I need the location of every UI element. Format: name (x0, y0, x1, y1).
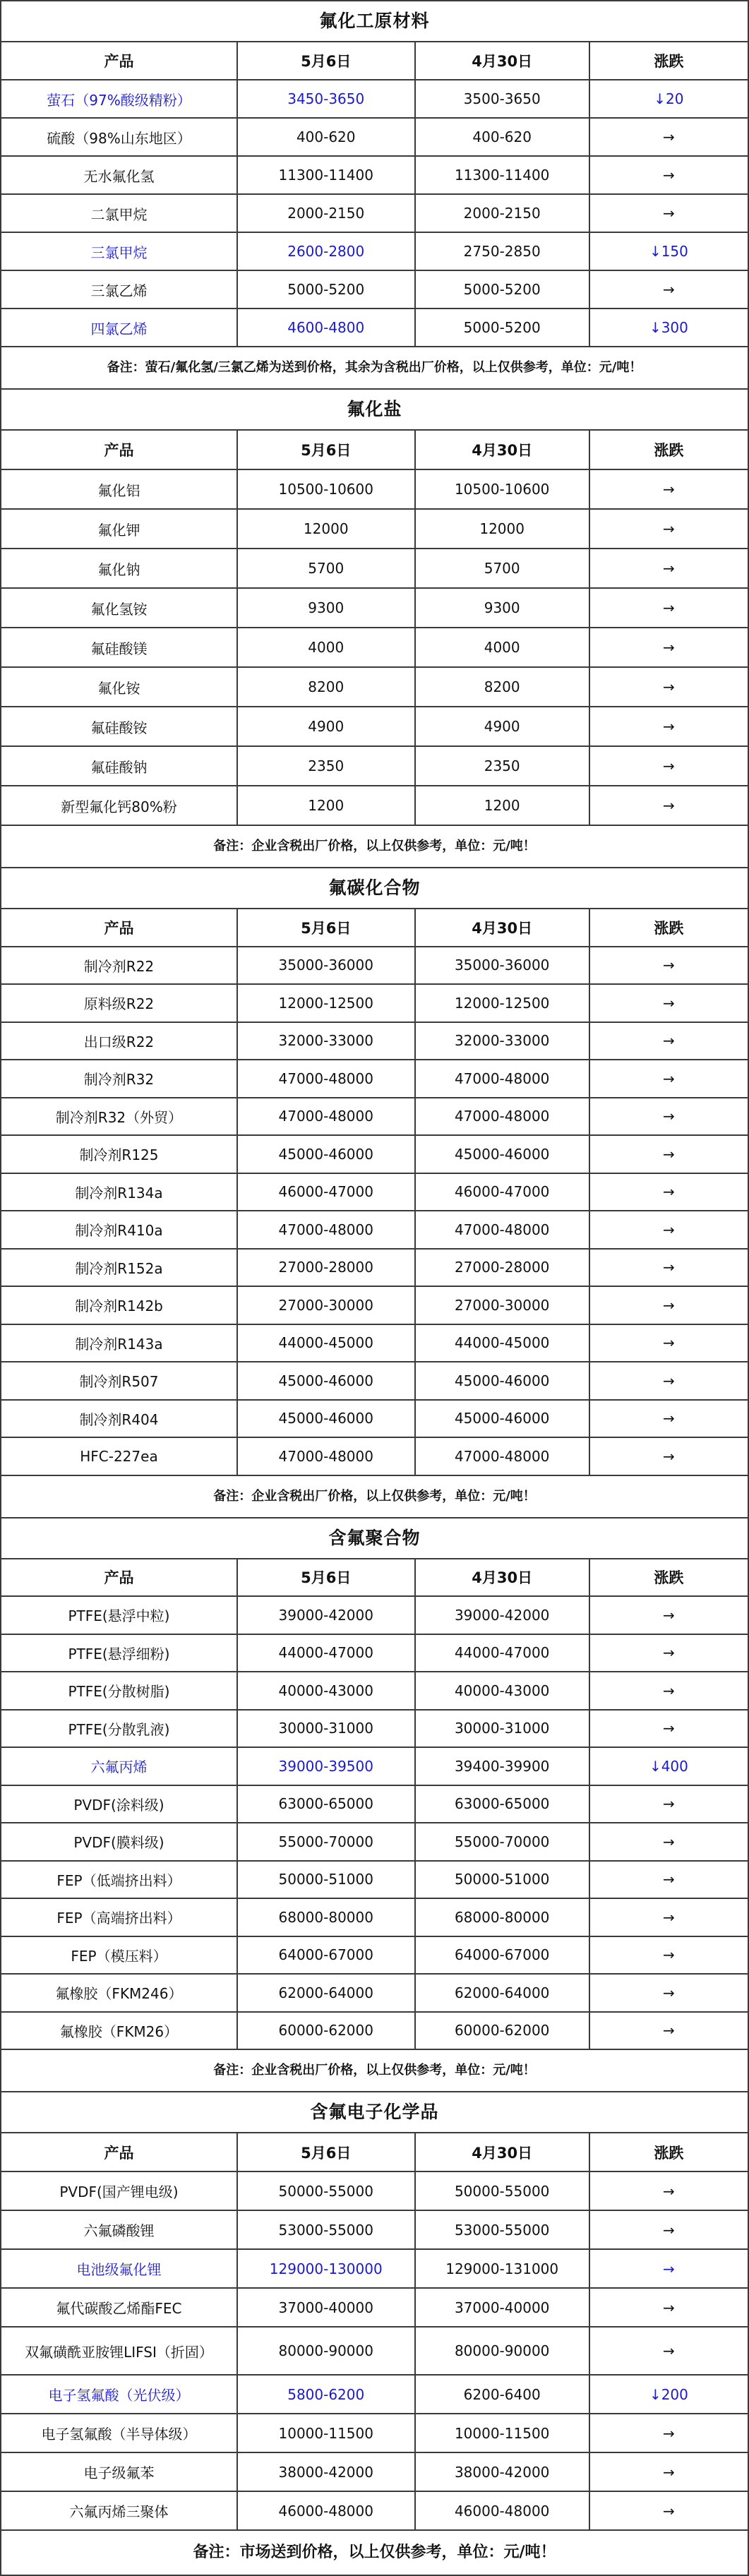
product-name: 制冷剂R142b (75, 1298, 163, 1315)
product-name: FEP（低端挤出料） (56, 1871, 181, 1889)
table-row (1, 668, 748, 707)
table-row (1, 985, 748, 1023)
product-name: 原料级R22 (83, 995, 155, 1013)
product-name: PVDF(国产锂电级) (59, 2183, 179, 2200)
table-row (1, 1711, 748, 1749)
price-may-6: 45000-46000 (236, 1362, 414, 1399)
flat-arrow-icon: → (589, 947, 748, 984)
section-note: 备注：企业含税出厂价格，以上仅供参考，单位：元/吨！ (1, 2050, 748, 2092)
price-apr-30: 50000-55000 (414, 2172, 589, 2210)
price-apr-30: 55000-70000 (414, 1823, 589, 1860)
section-note: 备注：企业含税出厂价格，以上仅供参考，单位：元/吨！ (1, 1476, 748, 1518)
price-may-6: 12000-12500 (236, 985, 414, 1022)
flat-arrow-icon: → (589, 2328, 748, 2374)
section-title: 氟化工原材料 (1, 1, 748, 42)
price-apr-30: 47000-48000 (414, 1098, 589, 1135)
table-row (1, 2414, 748, 2453)
price-may-6: 2600-2800 (236, 233, 414, 270)
flat-arrow-icon: → (589, 1438, 748, 1475)
price-apr-30: 9300 (414, 589, 589, 627)
price-apr-30: 46000-47000 (414, 1174, 589, 1211)
product-name: 电子级氟苯 (83, 2464, 155, 2481)
flat-arrow-icon: → (589, 1098, 748, 1135)
product-name: 氟化钠 (97, 561, 140, 578)
price-may-6: 32000-33000 (236, 1023, 414, 1060)
date1-header: 5月6日 (236, 42, 414, 79)
table-header-row (1, 2133, 748, 2172)
table-row (1, 2013, 748, 2051)
section-note: 备注：市场送到价格，以上仅供参考，单位：元/吨！ (1, 2531, 748, 2576)
table-row (1, 2289, 748, 2328)
price-may-6: 3450-3650 (236, 80, 414, 117)
product-name: 萤石（97%酸级精粉） (47, 91, 191, 109)
price-apr-30: 27000-30000 (414, 1287, 589, 1324)
flat-arrow-icon: → (589, 271, 748, 308)
section-3 (1, 1518, 748, 2093)
table-row (1, 2250, 748, 2289)
table-row (1, 1823, 748, 1862)
flat-arrow-icon: → (589, 195, 748, 232)
price-may-6: 50000-51000 (236, 1862, 414, 1898)
price-may-6: 2350 (236, 747, 414, 785)
flat-arrow-icon: → (589, 2211, 748, 2248)
flat-arrow-icon: → (589, 985, 748, 1022)
price-apr-30: 64000-67000 (414, 1937, 589, 1974)
flat-arrow-icon: → (589, 1786, 748, 1823)
price-apr-30: 38000-42000 (414, 2453, 589, 2491)
price-apr-30: 1200 (414, 786, 589, 825)
table-row (1, 549, 748, 589)
price-may-6: 68000-80000 (236, 1899, 414, 1936)
product-name: 硫酸（98%山东地区） (47, 129, 191, 147)
flat-arrow-icon: → (589, 1672, 748, 1709)
price-may-6: 5800-6200 (236, 2376, 414, 2413)
price-apr-30: 30000-31000 (414, 1711, 589, 1747)
table-row (1, 2492, 748, 2531)
flat-arrow-icon: → (589, 2492, 748, 2529)
section-note: 备注：萤石/氟化氢/三氯乙烯为送到价格，其余为含税出厂价格，以上仅供参考，单位：元/吨！ (1, 347, 748, 390)
date1-header: 5月6日 (236, 909, 414, 946)
price-may-6: 400-620 (236, 119, 414, 155)
section-title: 含氟聚合物 (1, 1518, 748, 1559)
product-name: 制冷剂R32 (83, 1071, 155, 1089)
price-apr-30: 129000-131000 (414, 2250, 589, 2287)
flat-arrow-icon: → (589, 1597, 748, 1634)
price-may-6: 64000-67000 (236, 1937, 414, 1974)
price-apr-30: 68000-80000 (414, 1899, 589, 1936)
price-may-6: 80000-90000 (236, 2328, 414, 2374)
section-note: 备注：企业含税出厂价格，以上仅供参考，单位：元/吨！ (1, 826, 748, 868)
flat-arrow-icon: → (589, 1211, 748, 1248)
product-header: 产品 (104, 919, 134, 937)
price-apr-30: 44000-47000 (414, 1635, 589, 1672)
table-row (1, 2376, 748, 2414)
product-name: 氟化铵 (97, 679, 140, 697)
price-apr-30: 8200 (414, 668, 589, 706)
price-may-6: 47000-48000 (236, 1438, 414, 1475)
price-apr-30: 10500-10600 (414, 470, 589, 508)
table-row (1, 119, 748, 157)
product-name: 制冷剂R404 (79, 1410, 159, 1428)
price-may-6: 30000-31000 (236, 1711, 414, 1747)
section-2 (1, 868, 748, 1518)
date1-header: 5月6日 (236, 1559, 414, 1596)
product-name: 双氟磺酰亚胺锂LIFSI（折固） (25, 2343, 213, 2361)
table-row (1, 1748, 748, 1786)
price-apr-30: 47000-48000 (414, 1060, 589, 1097)
flat-arrow-icon: → (589, 747, 748, 785)
price-may-6: 11300-11400 (236, 157, 414, 193)
product-name: PVDF(膜料级) (73, 1834, 164, 1852)
flat-arrow-icon: → (589, 119, 748, 155)
product-name: 氟化铝 (97, 481, 140, 499)
flat-arrow-icon: → (589, 2250, 748, 2287)
table-row (1, 195, 748, 233)
flat-arrow-icon: → (589, 1060, 748, 1097)
flat-arrow-icon: → (589, 2013, 748, 2049)
price-may-6: 50000-55000 (236, 2172, 414, 2210)
flat-arrow-icon: → (589, 707, 748, 745)
change-value: ↓200 (589, 2376, 748, 2413)
price-apr-30: 400-620 (414, 119, 589, 155)
table-row (1, 786, 748, 826)
price-apr-30: 80000-90000 (414, 2328, 589, 2374)
price-may-6: 62000-64000 (236, 1975, 414, 2011)
table-header-row (1, 42, 748, 80)
product-name: 氟橡胶（FKM246） (55, 1985, 183, 2003)
price-apr-30: 2000-2150 (414, 195, 589, 232)
price-may-6: 53000-55000 (236, 2211, 414, 2248)
table-row (1, 1862, 748, 1900)
product-name: 二氯甲烷 (90, 205, 148, 223)
table-row (1, 1975, 748, 2013)
product-name: 氟化氢铵 (90, 600, 148, 618)
price-apr-30: 45000-46000 (414, 1401, 589, 1437)
table-row (1, 470, 748, 510)
change-header: 涨跌 (589, 42, 748, 79)
product-name: 氟硅酸镁 (90, 640, 148, 657)
price-may-6: 27000-28000 (236, 1250, 414, 1286)
product-name: 电子氢氟酸（半导体级） (41, 2426, 197, 2443)
price-apr-30: 53000-55000 (414, 2211, 589, 2248)
product-name: 无水氟化氢 (83, 167, 155, 185)
product-name: 制冷剂R32（外贸） (55, 1108, 183, 1126)
price-apr-30: 44000-45000 (414, 1325, 589, 1362)
table-row (1, 271, 748, 309)
price-may-6: 9300 (236, 589, 414, 627)
table-row (1, 1174, 748, 1212)
flat-arrow-icon: → (589, 589, 748, 627)
price-may-6: 1200 (236, 786, 414, 825)
section-1 (1, 390, 748, 868)
product-name: 制冷剂R410a (75, 1222, 163, 1240)
change-header: 涨跌 (589, 1559, 748, 1596)
table-row (1, 157, 748, 195)
product-name: 氟硅酸钠 (90, 758, 148, 776)
section-4 (1, 2092, 748, 2576)
flat-arrow-icon: → (589, 1899, 748, 1936)
flat-arrow-icon: → (589, 628, 748, 666)
price-apr-30: 4000 (414, 628, 589, 666)
table-header-row (1, 1559, 748, 1598)
table-row (1, 1250, 748, 1288)
table-row (1, 1786, 748, 1824)
price-may-6: 5700 (236, 549, 414, 587)
product-name: 氟硅酸铵 (90, 719, 148, 736)
price-may-6: 27000-30000 (236, 1287, 414, 1324)
table-header-row (1, 909, 748, 947)
table-row (1, 1401, 748, 1439)
product-name: 三氯乙烯 (90, 282, 148, 299)
price-apr-30: 32000-33000 (414, 1023, 589, 1060)
flat-arrow-icon: → (589, 1635, 748, 1672)
product-name: 电子氢氟酸（光伏级） (48, 2387, 190, 2404)
price-may-6: 63000-65000 (236, 1786, 414, 1823)
table-row (1, 80, 748, 119)
product-header: 产品 (104, 442, 134, 459)
price-apr-30: 45000-46000 (414, 1362, 589, 1399)
flat-arrow-icon: → (589, 1823, 748, 1860)
price-may-6: 10000-11500 (236, 2414, 414, 2452)
product-name: HFC-227ea (80, 1447, 158, 1465)
price-apr-30: 60000-62000 (414, 2013, 589, 2049)
flat-arrow-icon: → (589, 668, 748, 706)
flat-arrow-icon: → (589, 1250, 748, 1286)
price-apr-30: 50000-51000 (414, 1862, 589, 1898)
price-may-6: 2000-2150 (236, 195, 414, 232)
price-may-6: 10500-10600 (236, 470, 414, 508)
price-may-6: 38000-42000 (236, 2453, 414, 2491)
date2-header: 4月30日 (414, 909, 589, 946)
price-apr-30: 11300-11400 (414, 157, 589, 193)
price-apr-30: 39400-39900 (414, 1748, 589, 1785)
product-name: 六氟丙烯 (90, 1759, 148, 1776)
price-may-6: 60000-62000 (236, 2013, 414, 2049)
price-may-6: 37000-40000 (236, 2289, 414, 2326)
change-value: ↓20 (589, 80, 748, 117)
price-may-6: 35000-36000 (236, 947, 414, 984)
product-name: 出口级R22 (83, 1033, 155, 1050)
price-may-6: 47000-48000 (236, 1098, 414, 1135)
change-value: ↓300 (589, 309, 748, 346)
table-row (1, 707, 748, 747)
flat-arrow-icon: → (589, 1174, 748, 1211)
table-header-row (1, 431, 748, 470)
price-apr-30: 2750-2850 (414, 233, 589, 270)
price-apr-30: 12000 (414, 510, 589, 548)
product-name: 制冷剂R134a (75, 1184, 163, 1202)
price-may-6: 55000-70000 (236, 1823, 414, 1860)
table-row (1, 1325, 748, 1363)
date1-header: 5月6日 (236, 431, 414, 469)
product-header: 产品 (104, 2144, 134, 2162)
price-may-6: 39000-42000 (236, 1597, 414, 1634)
date2-header: 4月30日 (414, 431, 589, 469)
price-may-6: 46000-48000 (236, 2492, 414, 2529)
table-row (1, 1362, 748, 1401)
price-may-6: 4900 (236, 707, 414, 745)
product-name: FEP（模压料） (71, 1947, 167, 1965)
product-name: 三氯甲烷 (90, 244, 148, 261)
price-apr-30: 35000-36000 (414, 947, 589, 984)
product-name: PTFE(分散乳液) (68, 1720, 170, 1738)
price-may-6: 45000-46000 (236, 1136, 414, 1173)
price-apr-30: 37000-40000 (414, 2289, 589, 2326)
date2-header: 4月30日 (414, 1559, 589, 1596)
price-apr-30: 47000-48000 (414, 1438, 589, 1475)
table-row (1, 1937, 748, 1975)
price-apr-30: 47000-48000 (414, 1211, 589, 1248)
table-row (1, 1899, 748, 1937)
product-name: 氟橡胶（FKM26） (59, 2023, 179, 2040)
price-apr-30: 27000-28000 (414, 1250, 589, 1286)
table-row (1, 1287, 748, 1325)
table-row (1, 1635, 748, 1673)
section-title: 氟碳化合物 (1, 868, 748, 909)
flat-arrow-icon: → (589, 1136, 748, 1173)
price-may-6: 40000-43000 (236, 1672, 414, 1709)
product-name: FEP（高端挤出料） (56, 1910, 181, 1927)
price-apr-30: 5000-5200 (414, 309, 589, 346)
price-may-6: 4600-4800 (236, 309, 414, 346)
flat-arrow-icon: → (589, 2289, 748, 2326)
flat-arrow-icon: → (589, 1023, 748, 1060)
price-may-6: 39000-39500 (236, 1748, 414, 1785)
change-value: ↓400 (589, 1748, 748, 1785)
price-apr-30: 4900 (414, 707, 589, 745)
product-name: PVDF(涂料级) (73, 1796, 164, 1814)
product-name: 六氟磷酸锂 (83, 2222, 155, 2239)
price-apr-30: 12000-12500 (414, 985, 589, 1022)
section-title: 含氟电子化学品 (1, 2092, 748, 2133)
price-apr-30: 10000-11500 (414, 2414, 589, 2452)
product-name: 四氯乙烯 (90, 320, 148, 337)
price-apr-30: 62000-64000 (414, 1975, 589, 2011)
table-row (1, 2328, 748, 2376)
product-name: 制冷剂R22 (83, 957, 155, 975)
product-name: PTFE(悬浮中粒) (68, 1607, 170, 1625)
flat-arrow-icon: → (589, 2414, 748, 2452)
price-apr-30: 40000-43000 (414, 1672, 589, 1709)
price-apr-30: 46000-48000 (414, 2492, 589, 2529)
price-may-6: 45000-46000 (236, 1401, 414, 1437)
price-may-6: 5000-5200 (236, 271, 414, 308)
table-row (1, 2211, 748, 2250)
table-row (1, 628, 748, 668)
product-name: 电池级氟化锂 (76, 2261, 162, 2278)
price-may-6: 44000-45000 (236, 1325, 414, 1362)
product-name: PTFE(分散树脂) (68, 1683, 170, 1701)
flat-arrow-icon: → (589, 1975, 748, 2011)
price-apr-30: 2350 (414, 747, 589, 785)
table-row (1, 1438, 748, 1476)
price-may-6: 12000 (236, 510, 414, 548)
product-name: 氟代碳酸乙烯酯FEC (56, 2300, 182, 2317)
change-header: 涨跌 (589, 431, 748, 469)
product-header: 产品 (104, 1569, 134, 1587)
price-apr-30: 3500-3650 (414, 80, 589, 117)
flat-arrow-icon: → (589, 2453, 748, 2491)
price-apr-30: 6200-6400 (414, 2376, 589, 2413)
product-name: 新型氟化钙80%粉 (61, 798, 177, 815)
table-row (1, 2172, 748, 2211)
change-value: ↓150 (589, 233, 748, 270)
flat-arrow-icon: → (589, 510, 748, 548)
flat-arrow-icon: → (589, 470, 748, 508)
table-row (1, 510, 748, 549)
product-name: 制冷剂R507 (79, 1373, 159, 1391)
table-row (1, 2453, 748, 2492)
table-row (1, 1098, 748, 1137)
flat-arrow-icon: → (589, 1325, 748, 1362)
flat-arrow-icon: → (589, 549, 748, 587)
price-may-6: 47000-48000 (236, 1211, 414, 1248)
flat-arrow-icon: → (589, 1401, 748, 1437)
table-row (1, 1023, 748, 1061)
price-may-6: 44000-47000 (236, 1635, 414, 1672)
table-row (1, 1136, 748, 1174)
price-may-6: 8200 (236, 668, 414, 706)
price-apr-30: 39000-42000 (414, 1597, 589, 1634)
product-name: PTFE(悬浮细粉) (68, 1645, 170, 1663)
price-may-6: 47000-48000 (236, 1060, 414, 1097)
table-row (1, 1597, 748, 1635)
date1-header: 5月6日 (236, 2133, 414, 2171)
date2-header: 4月30日 (414, 42, 589, 79)
flat-arrow-icon: → (589, 1362, 748, 1399)
price-may-6: 46000-47000 (236, 1174, 414, 1211)
flat-arrow-icon: → (589, 2172, 748, 2210)
flat-arrow-icon: → (589, 1937, 748, 1974)
table-row (1, 747, 748, 786)
product-name: 制冷剂R125 (79, 1146, 159, 1164)
product-name: 制冷剂R143a (75, 1335, 163, 1353)
flat-arrow-icon: → (589, 157, 748, 193)
product-name: 氟化钾 (97, 521, 140, 539)
section-0 (1, 1, 748, 390)
section-title: 氟化盐 (1, 390, 748, 431)
flat-arrow-icon: → (589, 786, 748, 825)
price-apr-30: 5700 (414, 549, 589, 587)
product-name: 制冷剂R152a (75, 1259, 163, 1277)
table-row (1, 1672, 748, 1711)
table-row (1, 1211, 748, 1250)
flat-arrow-icon: → (589, 1862, 748, 1898)
change-header: 涨跌 (589, 2133, 748, 2171)
flat-arrow-icon: → (589, 1711, 748, 1747)
price-may-6: 129000-130000 (236, 2250, 414, 2287)
table-row (1, 309, 748, 347)
table-row (1, 947, 748, 986)
price-apr-30: 45000-46000 (414, 1136, 589, 1173)
price-may-6: 4000 (236, 628, 414, 666)
flat-arrow-icon: → (589, 1287, 748, 1324)
price-apr-30: 63000-65000 (414, 1786, 589, 1823)
table-row (1, 233, 748, 271)
product-name: 六氟丙烯三聚体 (69, 2503, 169, 2520)
price-apr-30: 5000-5200 (414, 271, 589, 308)
date2-header: 4月30日 (414, 2133, 589, 2171)
table-row (1, 1060, 748, 1098)
product-header: 产品 (104, 53, 134, 70)
table-row (1, 589, 748, 628)
change-header: 涨跌 (589, 909, 748, 946)
